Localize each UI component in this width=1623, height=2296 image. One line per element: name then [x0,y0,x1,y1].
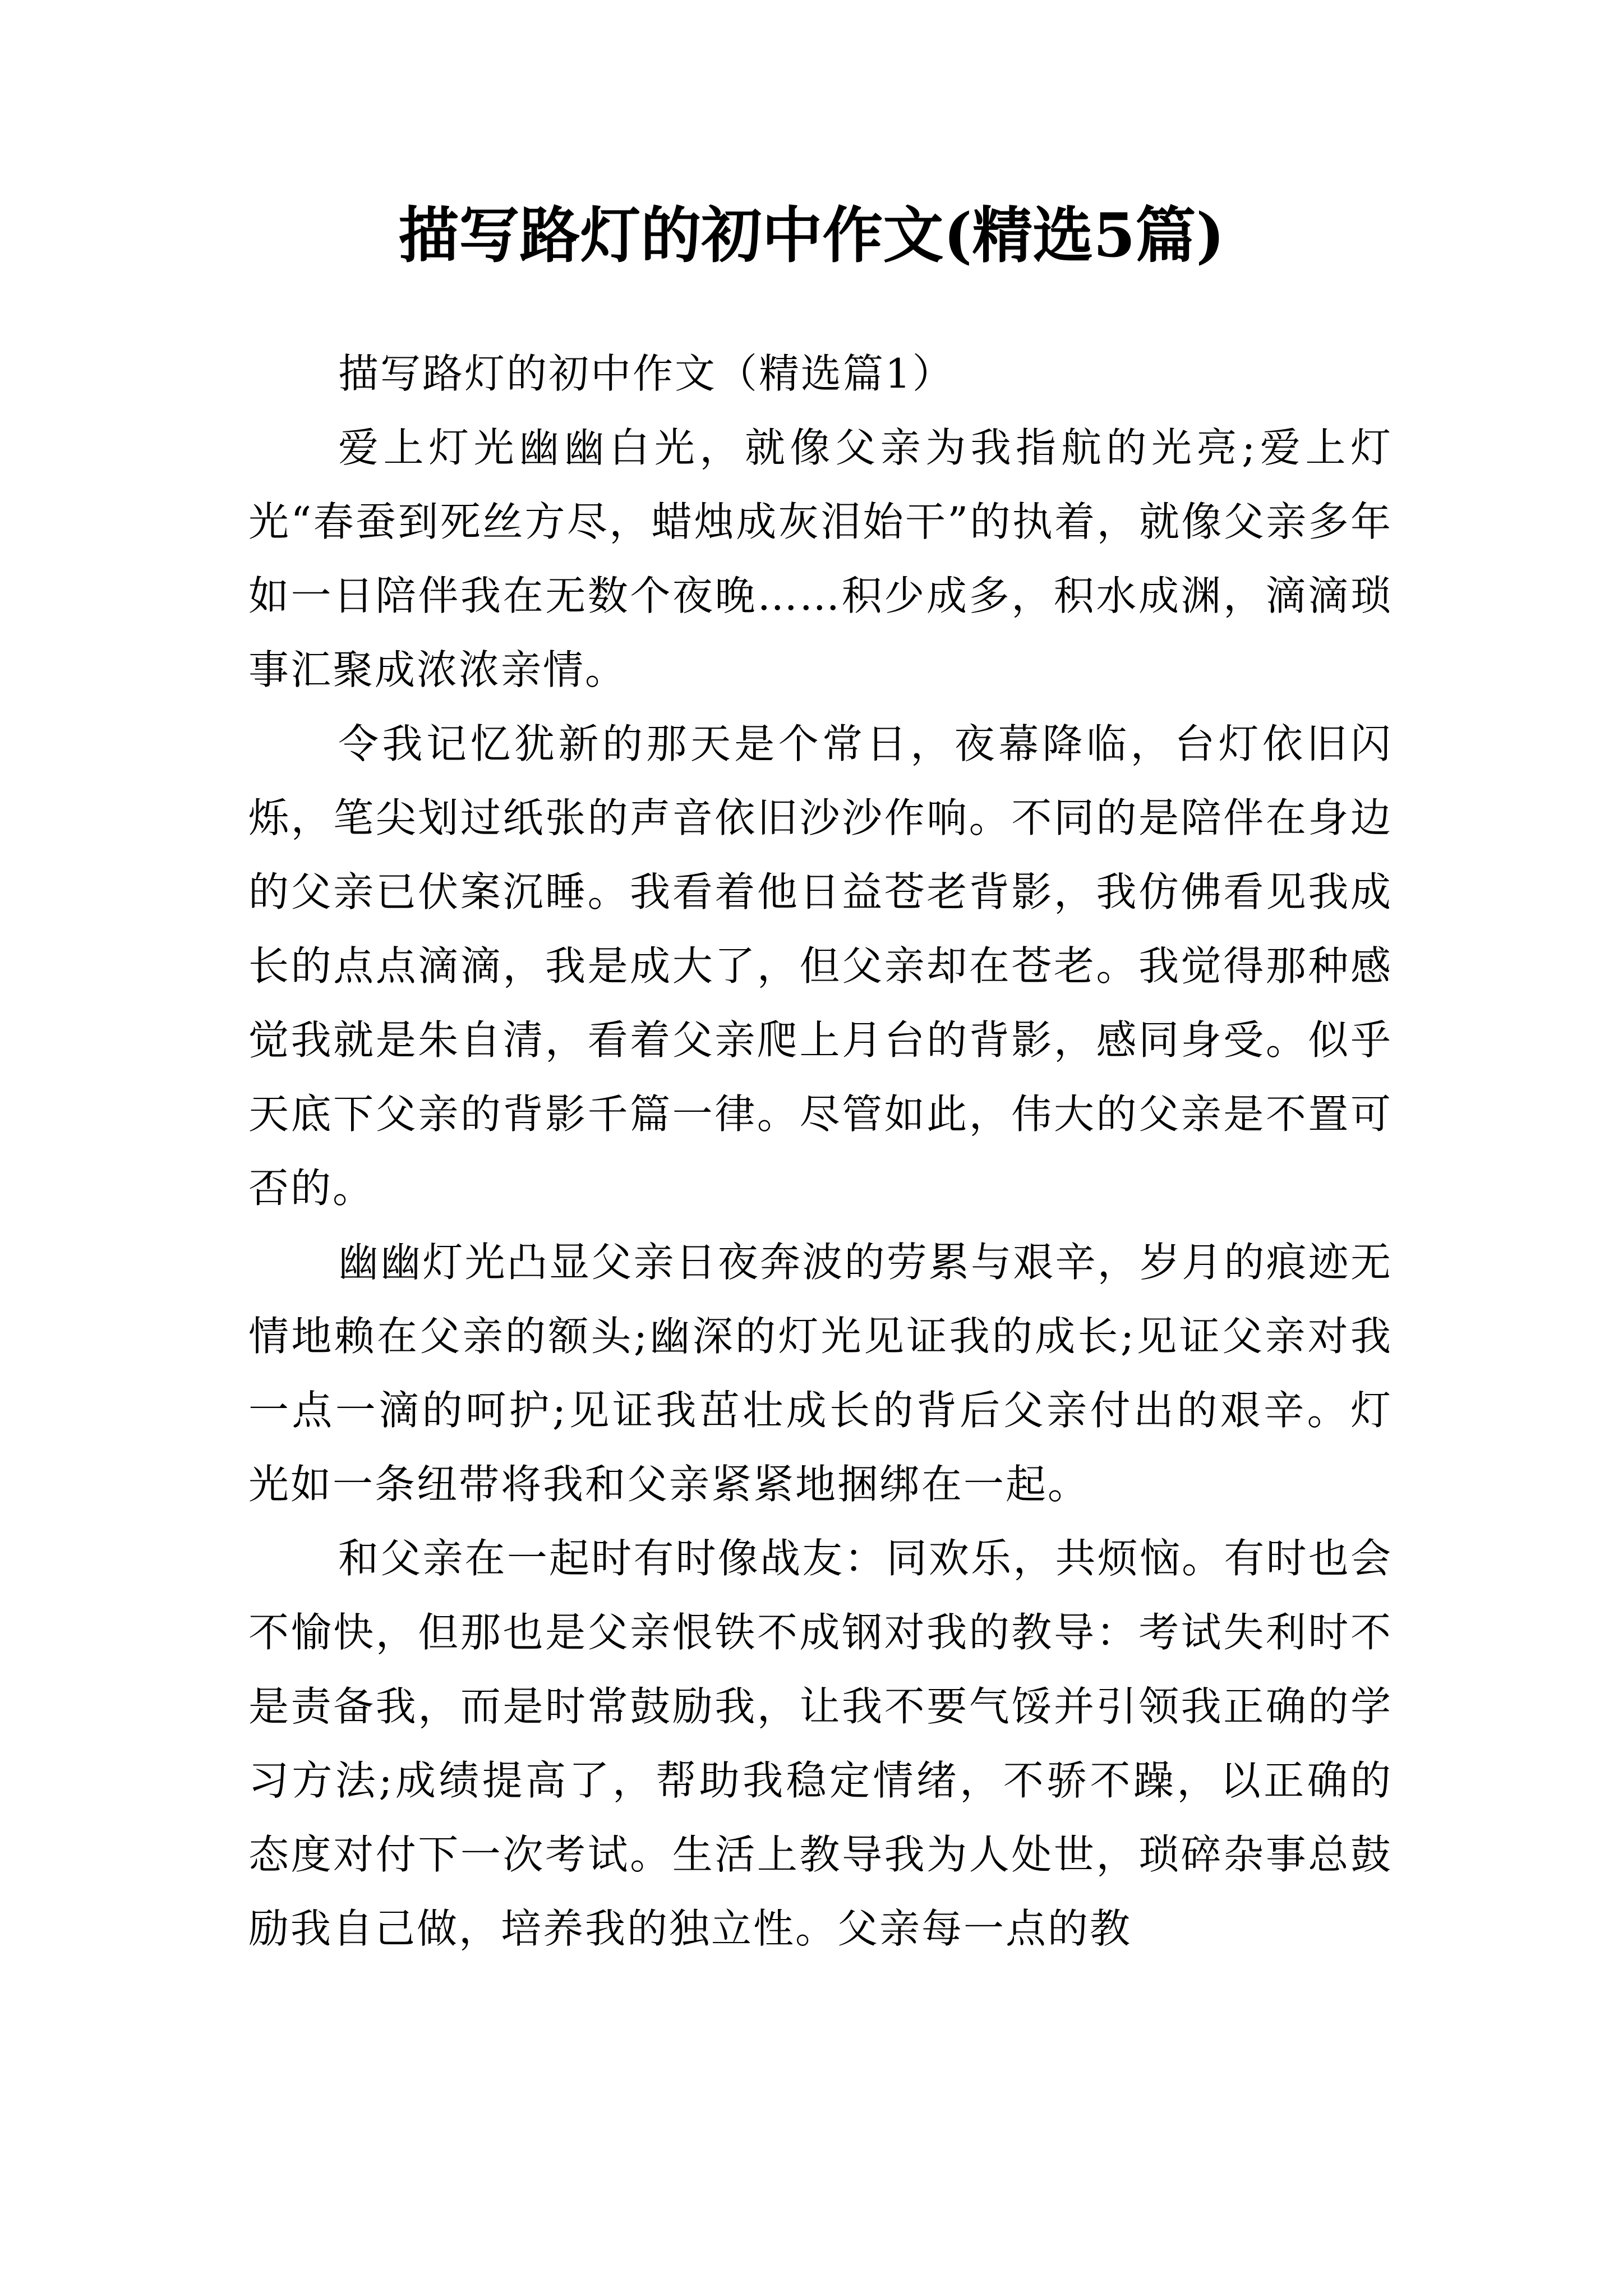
paragraph: 爱上灯光幽幽白光，就像父亲为我指航的光亮;爱上灯光“春蚕到死丝方尽，蜡烛成灰泪始干”的执着，就像父亲多年如一日陪伴我在无数个夜晚……积少成多，积水成渊，滴滴琐事汇聚成浓浓亲情。 [248,424,1393,693]
document-title: 描写路灯的初中作文(精选5篇) [398,200,1225,271]
document-body [248,337,1393,1966]
section-heading: 描写路灯的初中作文（精选篇1） [338,350,955,397]
paragraph: 和父亲在一起时有时像战友：同欢乐，共烦恼。有时也会不愉快，但那也是父亲恨铁不成钢对我的教导：考试失利时不是责备我，而是时常鼓励我，让我不要气馁并引领我正确的学习方法;成绩提高了，帮助我稳定情绪，不骄不躁，以正确的态度对付下一次考试。生活上教导我为人处世，琐碎杂事总鼓励我自己做，培养我的独立性。父亲每一点的教 [248,1535,1393,1952]
paragraph: 幽幽灯光凸显父亲日夜奔波的劳累与艰辛，岁月的痕迹无情地赖在父亲的额头;幽深的灯光见证我的成长;见证父亲对我一点一滴的呵护;见证我茁壮成长的背后父亲付出的艰辛。灯光如一条纽带将我和父亲紧紧地捆绑在一起。 [248,1239,1393,1508]
paragraph: 令我记忆犹新的那天是个常日，夜幕降临，台灯依旧闪烁，笔尖划过纸张的声音依旧沙沙作响。不同的是陪伴在身边的父亲已伏案沉睡。我看着他日益苍老背影，我仿佛看见我成长的点点滴滴，我是成大了，但父亲却在苍老。我觉得那种感觉我就是朱自清，看着父亲爬上月台的背影，感同身受。似乎天底下父亲的背影千篇一律。尽管如此，伟大的父亲是不置可否的。 [248,720,1393,1212]
